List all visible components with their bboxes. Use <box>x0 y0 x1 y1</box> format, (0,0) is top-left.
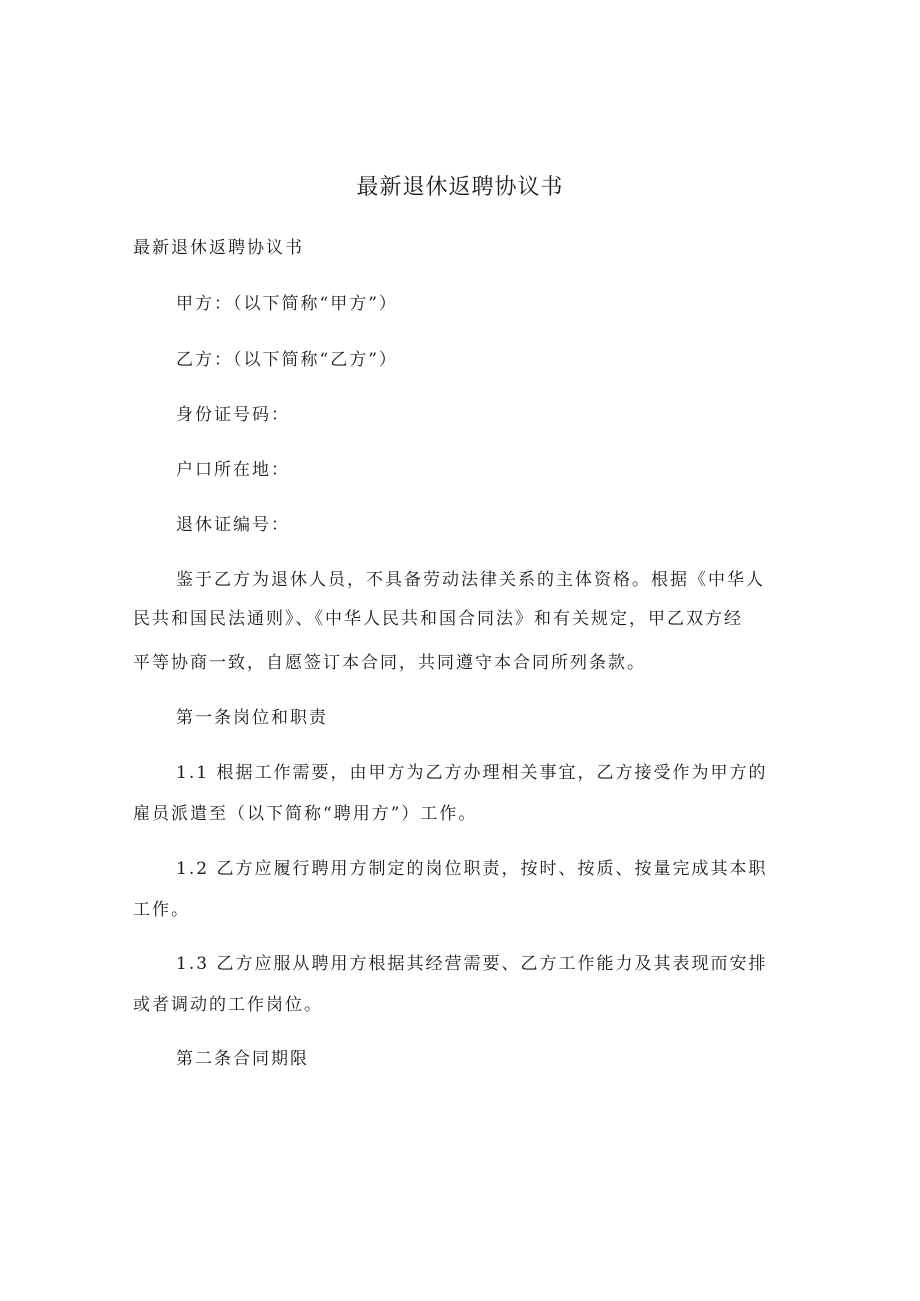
document-subtitle: 最新退休返聘协议书 <box>133 238 304 258</box>
retirement-cert-line: 退休证编号： <box>176 515 290 535</box>
clause-1-3-line-2: 或者调动的工作岗位。 <box>133 995 323 1015</box>
preamble-line-3: 平等协商一致，自愿签订本合同，共同遵守本合同所列条款。 <box>133 653 646 673</box>
article-2-heading: 第二条合同期限 <box>176 1049 309 1069</box>
id-number-line: 身份证号码： <box>176 405 290 425</box>
clause-1-2-line-2: 工作。 <box>133 900 190 920</box>
household-line: 户口所在地： <box>176 460 290 480</box>
clause-1-2-line-1: 1.2 乙方应履行聘用方制定的岗位职责，按时、按质、按量完成其本职 <box>176 859 768 879</box>
clause-1-3-line-1: 1.3 乙方应服从聘用方根据其经营需要、乙方工作能力及其表现而安排 <box>176 954 768 974</box>
party-b-line: 乙方：（以下简称“乙方”） <box>176 350 398 370</box>
preamble-line-2: 民共和国民法通则》、《中华人民共和国合同法》和有关规定，甲乙双方经 <box>133 609 743 629</box>
article-1-heading: 第一条岗位和职责 <box>176 708 328 728</box>
preamble-line-1: 鉴于乙方为退休人员，不具备劳动法律关系的主体资格。根据《中华人 <box>176 570 765 590</box>
clause-1-1-line-1: 1.1 根据工作需要，由甲方为乙方办理相关事宜，乙方接受作为甲方的 <box>176 763 768 783</box>
party-a-line: 甲方：（以下简称“甲方”） <box>176 294 398 314</box>
clause-1-1-line-2: 雇员派遣至（以下简称“聘用方”）工作。 <box>133 804 478 824</box>
document-title: 最新退休返聘协议书 <box>356 175 564 200</box>
